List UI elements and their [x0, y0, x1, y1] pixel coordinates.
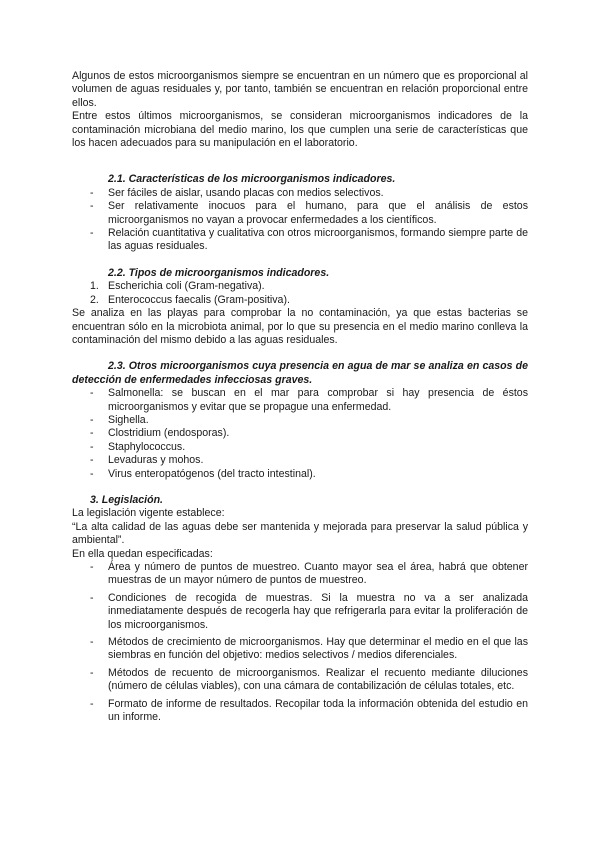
- dash-bullet: -: [90, 413, 94, 426]
- section-2-2-heading: 2.2. Tipos de microorganismos indicadores.: [108, 266, 330, 279]
- list-item: - Ser fáciles de aislar, usando placas con medios selectivos.: [90, 186, 384, 199]
- section-3-list: [72, 561, 528, 724]
- dash-bullet: -: [90, 427, 94, 440]
- list-item: 1. Escherichia coli (Gram-negativa).: [90, 280, 265, 293]
- list-item: - Métodos de recuento de microorganismos. Realizar el recuento mediante diluciones (número de células viables), con una cámara de contabilización de células totales, etc.: [90, 666, 528, 693]
- legislation-specified: En ella quedan especificadas:: [72, 547, 213, 560]
- dash-bullet: -: [90, 561, 94, 573]
- list-item: - Condiciones de recogida de muestras. Si la muestra no va a ser analizada inmediatamente después de recogerla hay que refrigerarla para evitar la proliferación de los microorganismos.: [90, 591, 528, 631]
- section-2-2-paragraph: Se analiza en las playas para comprobar la no contaminación, ya que estas bacterias se encuentran sólo en la microbiota animal, por lo que su presencia en el medio marino conlleva la contaminación del mismo debido a las aguas residuales.: [72, 307, 528, 346]
- list-item: - Métodos de crecimiento de microorganismos. Hay que determinar el medio en el que las siembras en función del objetivo: medios selectivos / medios diferenciales.: [90, 636, 528, 662]
- dash-bullet: -: [90, 666, 94, 679]
- dash-bullet: -: [90, 200, 94, 213]
- list-item: - Área y número de puntos de muestreo. Cuanto mayor sea el área, habrá que obtener muestras de un mayor número de puntos de muestreo.: [90, 561, 528, 587]
- intro-paragraph-2: Entre estos últimos microorganismos, se consideran microorganismos indicadores de la contaminación microbiana del medio marino, los que cumplen una serie de características que los hacen adecuados para su manipulación en el laboratorio.: [72, 110, 528, 150]
- dash-bullet: -: [90, 591, 94, 604]
- list-item: - Levaduras y mohos.: [90, 454, 204, 467]
- section-3-heading: 3. Legislación.: [90, 493, 164, 506]
- legislation-quote: “La alta calidad de las aguas debe ser mantenida y mejorada para preservar la salud pública y ambiental”.: [72, 520, 528, 547]
- list-item: - Relación cuantitativa y cualitativa con otros microorganismos, formando siempre parte de las aguas residuales.: [90, 227, 528, 253]
- dash-bullet: -: [90, 440, 94, 453]
- section-2-3-heading: 2.3. Otros microorganismos cuya presencia en agua de mar se analiza en casos de detección de enfermedades infecciosas graves.: [72, 360, 528, 386]
- list-item: - Virus enteropatógenos (del tracto intestinal).: [90, 467, 316, 480]
- section-2-1-list: [72, 187, 528, 254]
- legislation-intro: La legislación vigente establece:: [72, 507, 225, 520]
- list-number: 2.: [90, 293, 99, 306]
- dash-bullet: -: [90, 227, 94, 240]
- intro-paragraph-1: Algunos de estos microorganismos siempre se encuentran en un número que es proporcional al volumen de aguas residuales y, por tanto, también se encuentran en relación proporcional entre ellos.: [72, 70, 528, 109]
- list-item: - Formato de informe de resultados. Recopilar toda la información obtenida del estudio en un informe.: [90, 697, 528, 724]
- document-page: [72, 70, 528, 724]
- list-item: 2. Enterococcus faecalis (Gram-positiva).: [90, 293, 290, 306]
- list-item: - Ser relativamente inocuos para el humano, para que el análisis de estos microorganismos no vayan a provocar enfermedades a los científicos.: [90, 200, 528, 226]
- list-item: - Salmonella: se buscan en el mar para comprobar si hay presencia de éstos microorganismos y evitar que se propague una enfermedad.: [90, 387, 528, 413]
- list-item: - Clostridium (endosporas).: [90, 427, 230, 440]
- dash-bullet: -: [90, 636, 94, 649]
- section-2-2-list: [72, 280, 528, 307]
- dash-bullet: -: [90, 387, 94, 400]
- section-2-1-heading: 2.1. Características de los microorganismos indicadores.: [108, 173, 396, 186]
- dash-bullet: -: [90, 467, 94, 480]
- dash-bullet: -: [90, 454, 94, 467]
- dash-bullet: -: [90, 697, 94, 710]
- list-item: - Sighella.: [90, 413, 149, 426]
- list-number: 1.: [90, 280, 99, 293]
- list-item: - Staphylococcus.: [90, 440, 186, 453]
- dash-bullet: -: [90, 186, 94, 199]
- section-2-3-list: [72, 387, 528, 481]
